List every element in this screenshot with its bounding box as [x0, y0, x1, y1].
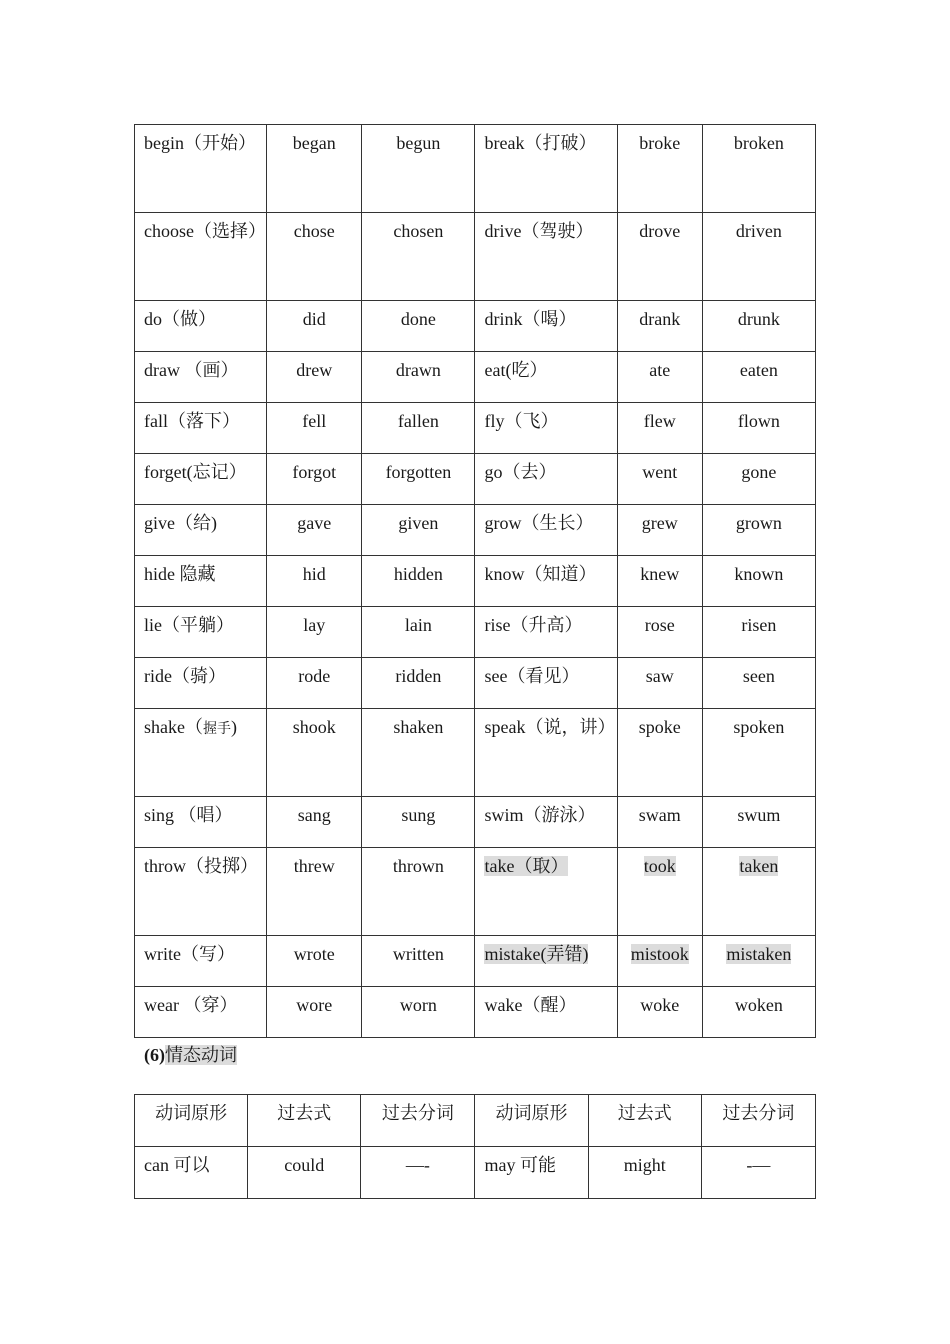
section-number: (6)	[144, 1045, 165, 1065]
verb-base-cell: write（写）	[135, 936, 267, 987]
verb-base-cell: eat(吃）	[475, 352, 617, 403]
verb-past-cell: drank	[617, 301, 702, 352]
verb-base-cell: see（看见）	[475, 658, 617, 709]
verb-past-cell	[617, 936, 702, 987]
verb-gloss-small: 握手	[202, 722, 231, 737]
verb-participle-cell: given	[362, 505, 475, 556]
verb-past-cell: went	[617, 454, 702, 505]
verb-participle-cell: eaten	[702, 352, 815, 403]
verb-base-cell: throw（投掷）	[135, 848, 267, 936]
table-row	[135, 301, 816, 352]
verb-base-cell: draw （画）	[135, 352, 267, 403]
verb-past-cell	[617, 848, 702, 936]
verb-participle-cell: drawn	[362, 352, 475, 403]
table-row	[135, 607, 816, 658]
verb-base-cell: hide 隐藏	[135, 556, 267, 607]
verb-base-cell: rise（升高）	[475, 607, 617, 658]
verb-base-cell: forget(忘记）	[135, 454, 267, 505]
table-row	[135, 352, 816, 403]
verb-participle-cell: written	[362, 936, 475, 987]
verb-past-cell: broke	[617, 125, 702, 213]
verb-past-cell: shook	[267, 709, 362, 797]
verb-past-cell: sang	[267, 797, 362, 848]
verb-past-cell: wore	[267, 987, 362, 1038]
verb-past-cell: knew	[617, 556, 702, 607]
verb-participle-cell: begun	[362, 125, 475, 213]
verb-past-cell: rode	[267, 658, 362, 709]
verb-past-cell: saw	[617, 658, 702, 709]
verb-participle-cell: known	[702, 556, 815, 607]
verb-base-cell: fall（落下）	[135, 403, 267, 454]
verb-base-cell	[475, 848, 617, 936]
verb-base-cell: drink（喝）	[475, 301, 617, 352]
table-row	[135, 505, 816, 556]
verb-participle-cell	[702, 936, 815, 987]
modal-verbs-table	[134, 1094, 816, 1199]
verb-past-cell: threw	[267, 848, 362, 936]
verb-base-cell: wear （穿）	[135, 987, 267, 1038]
modal-base-cell: may 可能	[475, 1147, 588, 1199]
verb-base-cell: go（去）	[475, 454, 617, 505]
verb-participle-cell: thrown	[362, 848, 475, 936]
table-row	[135, 454, 816, 505]
verb-base-cell: wake（醒）	[475, 987, 617, 1038]
table-row	[135, 213, 816, 301]
table-row	[135, 125, 816, 213]
highlighted-text: mistook	[630, 944, 689, 964]
verb-past-cell: swam	[617, 797, 702, 848]
verb-base-cell: grow（生长）	[475, 505, 617, 556]
verb-past-cell: did	[267, 301, 362, 352]
verb-past-cell: drew	[267, 352, 362, 403]
highlighted-text: take（取）	[484, 856, 569, 876]
verb-participle-cell: spoken	[702, 709, 815, 797]
verb-past-cell: spoke	[617, 709, 702, 797]
verb-participle-cell: drunk	[702, 301, 815, 352]
modal-base-cell: can 可以	[135, 1147, 248, 1199]
verb-participle-cell: broken	[702, 125, 815, 213]
column-header: 过去式	[588, 1095, 701, 1147]
verb-past-cell: chose	[267, 213, 362, 301]
verb-base-cell: begin（开始）	[135, 125, 267, 213]
highlighted-text: mistaken	[726, 944, 792, 964]
verb-past-cell: grew	[617, 505, 702, 556]
verb-participle-cell: done	[362, 301, 475, 352]
section-title: 情态动词	[165, 1045, 237, 1065]
verb-past-cell: woke	[617, 987, 702, 1038]
modal-participle-cell: —-	[361, 1147, 475, 1199]
verb-past-cell: gave	[267, 505, 362, 556]
column-header: 动词原形	[475, 1095, 588, 1147]
verb-past-cell: flew	[617, 403, 702, 454]
table-row	[135, 403, 816, 454]
highlighted-text: mistake(弄错)	[484, 944, 589, 964]
verb-participle-cell	[702, 848, 815, 936]
verb-past-cell: drove	[617, 213, 702, 301]
verb-base-cell: fly（飞）	[475, 403, 617, 454]
table-row	[135, 709, 816, 797]
verb-past-cell: forgot	[267, 454, 362, 505]
table-row	[135, 1147, 816, 1199]
verb-base-cell: ride（骑）	[135, 658, 267, 709]
table-header-row	[135, 1095, 816, 1147]
verb-gloss-tail: )	[230, 717, 237, 737]
verb-base-cell: choose（选择）	[135, 213, 267, 301]
modal-participle-cell: -—	[701, 1147, 815, 1199]
table-row	[135, 556, 816, 607]
verb-base-cell: give（给)	[135, 505, 267, 556]
verb-participle-cell: driven	[702, 213, 815, 301]
verb-participle-cell: risen	[702, 607, 815, 658]
irregular-verbs-table	[134, 124, 816, 1038]
verb-participle-cell: chosen	[362, 213, 475, 301]
verb-past-cell: began	[267, 125, 362, 213]
verb-participle-cell: flown	[702, 403, 815, 454]
verb-past-cell: rose	[617, 607, 702, 658]
column-header: 过去分词	[701, 1095, 815, 1147]
verb-base-cell	[135, 709, 267, 797]
verb-participle-cell: sung	[362, 797, 475, 848]
table-row	[135, 936, 816, 987]
verb-past-cell: lay	[267, 607, 362, 658]
verb-participle-cell: grown	[702, 505, 815, 556]
verb-past-cell: hid	[267, 556, 362, 607]
verb-base-cell: do（做）	[135, 301, 267, 352]
verb-participle-cell: worn	[362, 987, 475, 1038]
table-row	[135, 987, 816, 1038]
highlighted-text: taken	[739, 856, 779, 876]
section-heading	[144, 1041, 237, 1069]
verb-participle-cell: lain	[362, 607, 475, 658]
verb-past-cell: wrote	[267, 936, 362, 987]
table-row	[135, 848, 816, 936]
verb-base-cell: know（知道）	[475, 556, 617, 607]
verb-participle-cell: hidden	[362, 556, 475, 607]
table-row	[135, 658, 816, 709]
column-header: 过去分词	[361, 1095, 475, 1147]
verb-participle-cell: woken	[702, 987, 815, 1038]
verb-participle-cell: ridden	[362, 658, 475, 709]
verb-base-text: shake（	[144, 717, 203, 737]
verb-base-cell: swim（游泳）	[475, 797, 617, 848]
verb-base-cell: sing （唱）	[135, 797, 267, 848]
column-header: 动词原形	[135, 1095, 248, 1147]
highlighted-text: took	[643, 856, 676, 876]
table-row	[135, 797, 816, 848]
verb-participle-cell: forgotten	[362, 454, 475, 505]
verb-base-cell: break（打破）	[475, 125, 617, 213]
modal-past-cell: might	[588, 1147, 701, 1199]
verb-participle-cell: swum	[702, 797, 815, 848]
verb-participle-cell: shaken	[362, 709, 475, 797]
verb-base-cell: drive（驾驶）	[475, 213, 617, 301]
verb-participle-cell: seen	[702, 658, 815, 709]
verb-past-cell: ate	[617, 352, 702, 403]
column-header: 过去式	[248, 1095, 361, 1147]
verb-base-cell	[475, 936, 617, 987]
verb-participle-cell: fallen	[362, 403, 475, 454]
verb-past-cell: fell	[267, 403, 362, 454]
verb-base-cell: lie（平躺）	[135, 607, 267, 658]
verb-participle-cell: gone	[702, 454, 815, 505]
modal-past-cell: could	[248, 1147, 361, 1199]
verb-base-cell: speak（说，讲）	[475, 709, 617, 797]
